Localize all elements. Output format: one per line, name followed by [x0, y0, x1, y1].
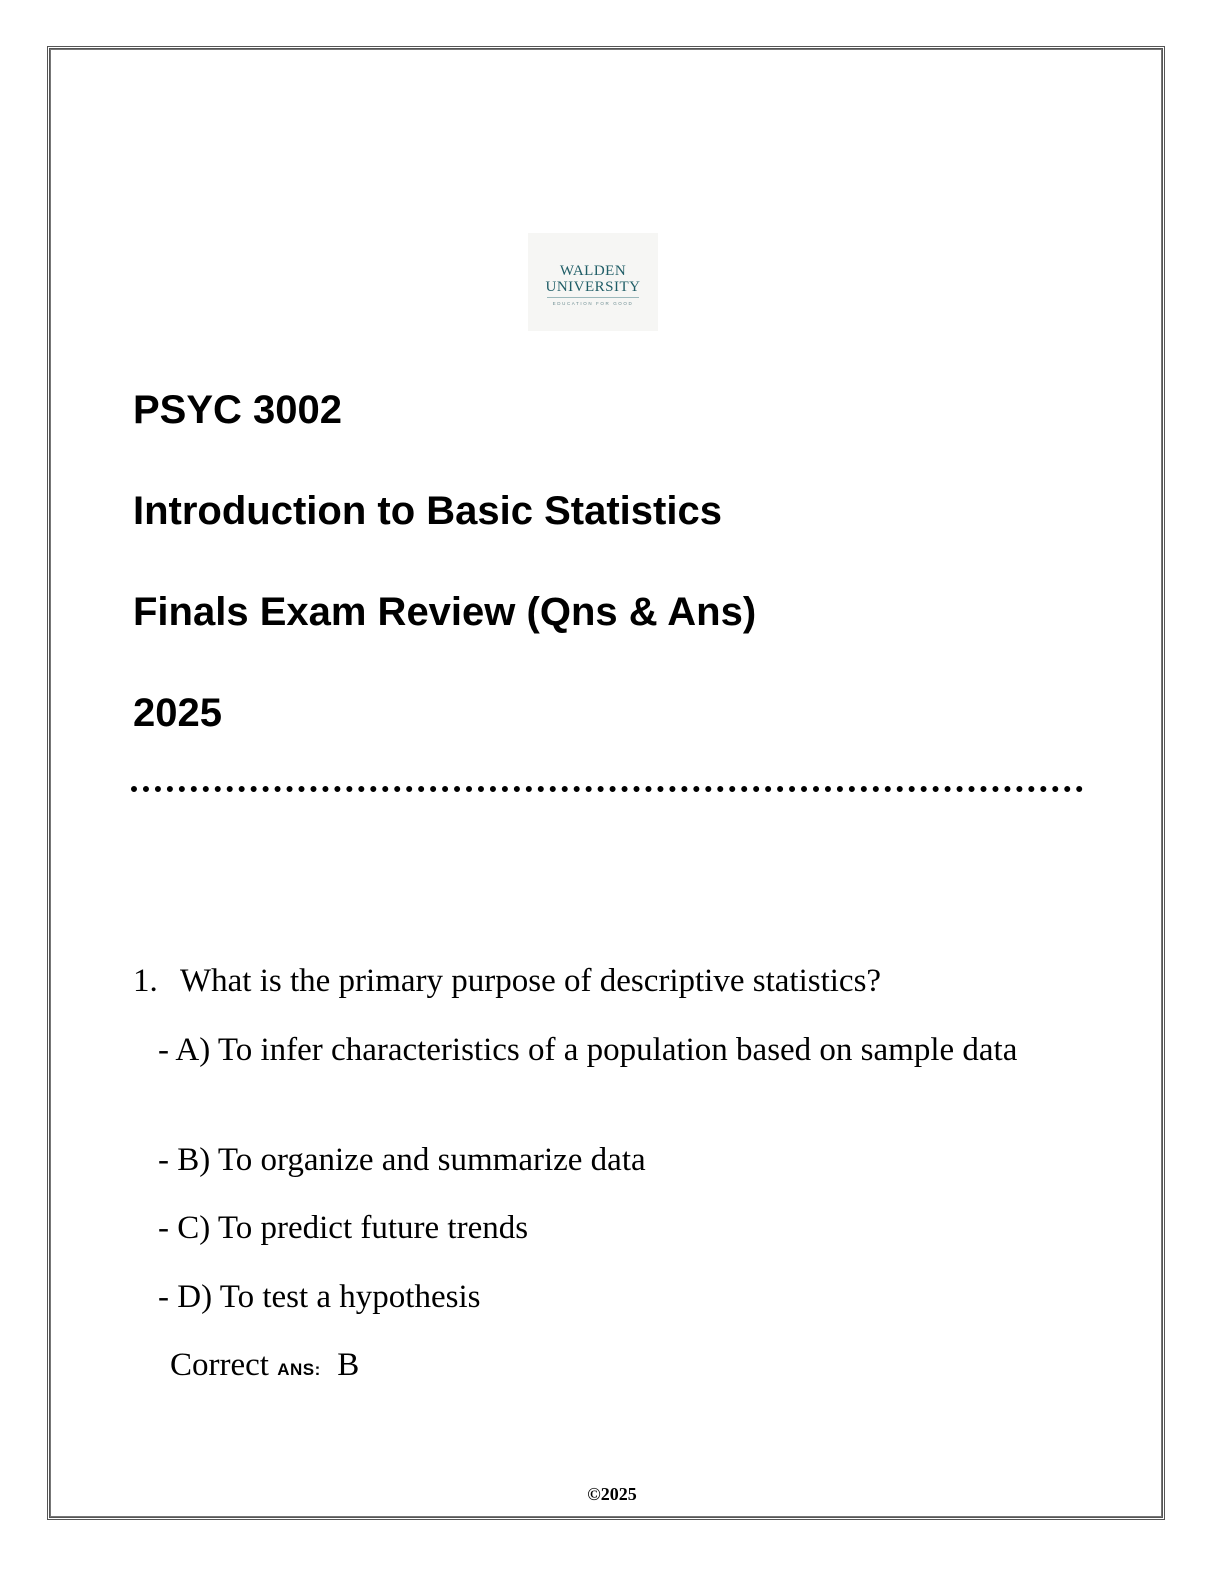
option-b: - B) To organize and summarize data — [158, 1142, 646, 1178]
logo-line2: UNIVERSITY — [545, 279, 641, 295]
correct-answer — [170, 1346, 359, 1389]
option-a: - A) To infer characteristics of a population based on sample data — [158, 1032, 1018, 1068]
course-title: Introduction to Basic Statistics — [133, 489, 722, 533]
question-1 — [133, 962, 881, 1000]
document-title: Finals Exam Review (Qns & Ans) — [133, 590, 757, 634]
question-number: 1. — [133, 963, 158, 999]
logo-tagline: EDUCATION FOR GOOD — [552, 301, 634, 306]
question-text: What is the primary purpose of descriptive statistics? — [180, 963, 882, 999]
copyright-footer: ©2025 — [587, 1484, 637, 1504]
option-c: - C) To predict future trends — [158, 1210, 529, 1246]
logo-line1: WALDEN — [559, 263, 627, 279]
answer-value: B — [337, 1347, 360, 1383]
answer-prefix: Correct — [170, 1347, 269, 1383]
university-logo — [528, 233, 658, 331]
answer-label: ANS: — [277, 1360, 321, 1379]
document-year: 2025 — [133, 691, 222, 735]
dotted-divider — [131, 786, 1083, 792]
option-d: - D) To test a hypothesis — [158, 1279, 481, 1315]
course-code: PSYC 3002 — [133, 388, 343, 432]
logo-rule — [547, 297, 639, 298]
